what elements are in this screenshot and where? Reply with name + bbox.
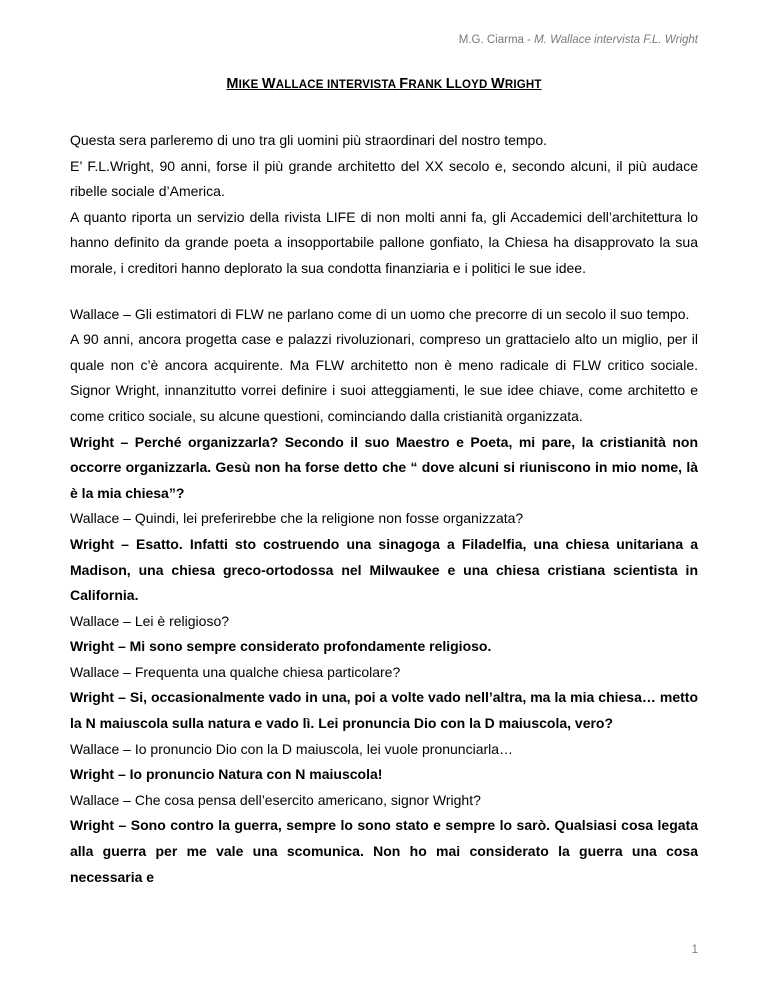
header-work-title: M. Wallace intervista F.L. Wright <box>534 34 698 46</box>
document-title <box>0 76 768 92</box>
title-smallcaps: IKE <box>238 79 262 91</box>
title-smallcaps: RIGHT <box>504 79 542 91</box>
header-author: M.G. Ciarma <box>458 34 524 46</box>
running-header <box>459 34 698 46</box>
title-smallcaps: LOYD <box>454 79 491 91</box>
wallace-line: Wallace – Io pronuncio Dio con la D maiuscola, lei vuole pronunciarla… <box>70 740 514 757</box>
wallace-line: Wallace – Quindi, lei preferirebbe che la religione non fosse organizzata? <box>70 510 524 527</box>
title-initial: M <box>226 76 239 92</box>
header-separator: - <box>523 34 535 46</box>
wright-line: Wright – Esatto. Infatti sto costruendo una sinagoga a Filadelfia, una chiesa unitariana a Madison, una chiesa greco-ortodossa nel Milwaukee e una chiesa cristiana scientista in California. <box>70 535 698 604</box>
wallace-line: Wallace – Lei è religioso? <box>70 612 230 629</box>
wright-line: Wright – Si, occasionalmente vado in una, poi a volte vado nell’altra, ma la mia chiesa… metto la N maiuscola sulla natura e vado lì. Lei pronuncia Dio con la D maiuscola, vero? <box>70 689 698 732</box>
wright-line: Wright – Mi sono sempre considerato profondamente religioso. <box>70 638 492 655</box>
title-initial: L <box>445 76 455 92</box>
document-body <box>70 128 698 890</box>
intro-paragraph: E’ F.L.Wright, 90 anni, forse il più grande architetto del XX secolo e, secondo alcuni, il più audace ribelle sociale d’America. <box>70 157 698 200</box>
title-smallcaps: ALLACE INTERVISTA <box>275 79 400 91</box>
wallace-line: Wallace – Frequenta una qualche chiesa particolare? <box>70 663 401 680</box>
title-smallcaps: RANK <box>408 79 446 91</box>
wallace-line: A 90 anni, ancora progetta case e palazzi rivoluzionari, compreso un grattacielo alto un miglio, per il quale non c’è ancora acquirente. Ma FLW architetto non è meno radicale di FLW critico sociale. Signor Wright, innanzitutto vorrei definire i suoi atteggiamenti, le sue idee chiave, come architetto e come critico sociale, su alcune questioni, cominciando dalla cristianità organizzata. <box>70 331 698 424</box>
title-initial: W <box>490 76 505 92</box>
intro-paragraph: A quanto riporta un servizio della rivista LIFE di non molti anni fa, gli Accademici dell’architettura lo hanno definito da grande poeta a insopportabile pallone gonfiato, la Chiesa ha disapprovato la sua morale, i creditori hanno deplorato la sua condotta finanziaria e i politici le sue idee. <box>70 208 698 276</box>
wallace-line: Wallace – Gli estimatori di FLW ne parlano come di un uomo che precorre di un secolo il suo tempo. <box>70 305 690 322</box>
wallace-line: Wallace – Che cosa pensa dell’esercito americano, signor Wright? <box>70 791 481 808</box>
title-initial: W <box>261 76 276 92</box>
wright-line: Wright – Perché organizzarla? Secondo il suo Maestro e Poeta, mi pare, la cristianità non occorre organizzarla. Gesù non ha forse detto che “ dove alcuni si riuniscono in mio nome, là è la mia chiesa”? <box>70 433 698 501</box>
wright-line: Wright – Io pronuncio Natura con N maiuscola! <box>70 766 383 783</box>
wright-line: Wright – Sono contro la guerra, sempre lo sono stato e sempre lo sarò. Qualsiasi cosa legata alla guerra per me vale una scomunica. Non ho mai considerato la guerra una cosa necessaria e <box>70 817 698 885</box>
page-number: 1 <box>691 944 698 956</box>
title-initial: F <box>399 76 409 92</box>
intro-paragraph: Questa sera parleremo di uno tra gli uomini più straordinari del nostro tempo. <box>70 132 548 148</box>
